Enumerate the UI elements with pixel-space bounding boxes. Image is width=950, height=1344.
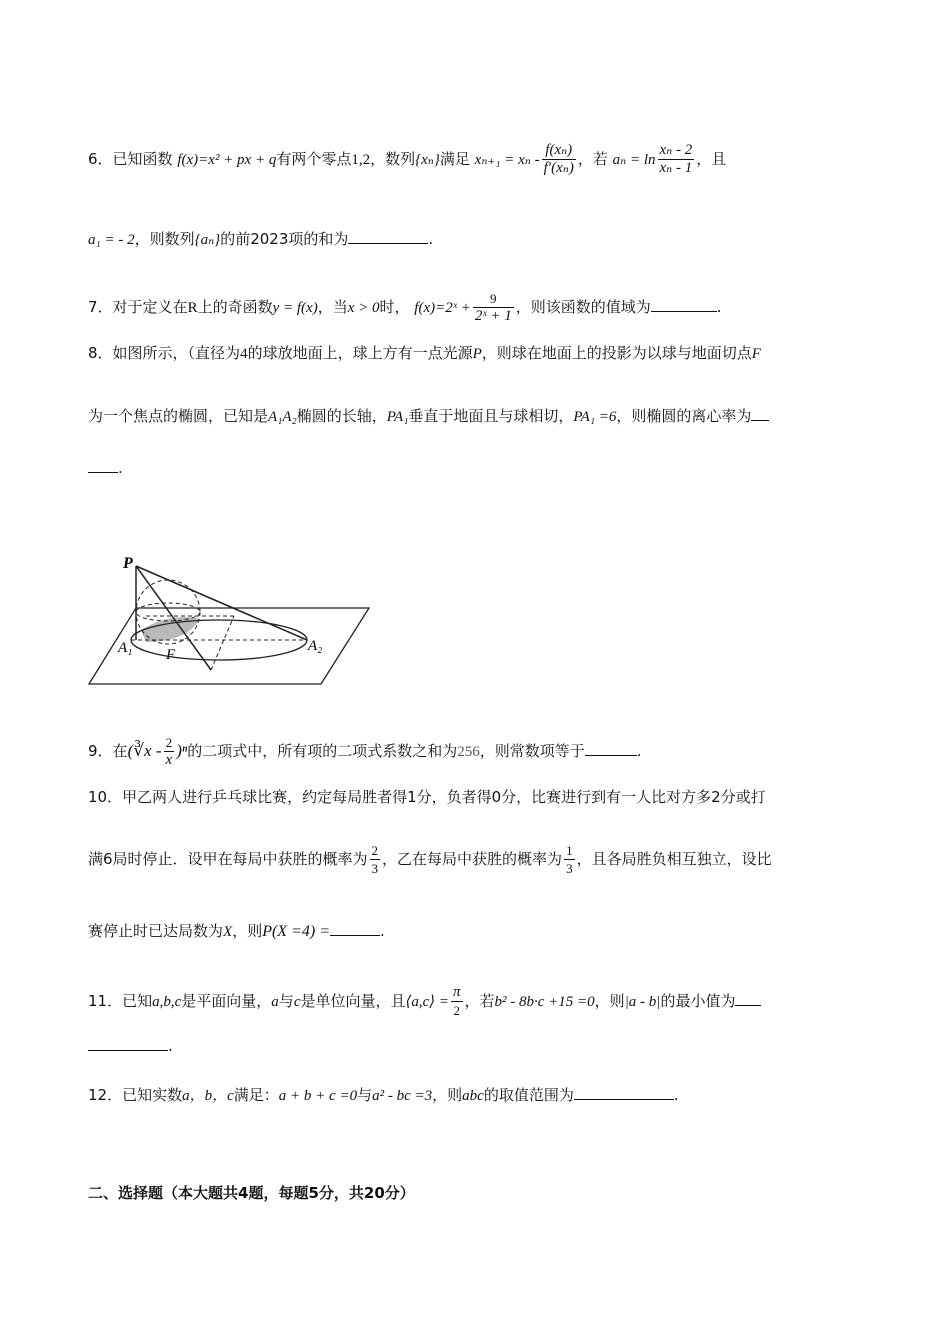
question-8-line2 [88,405,769,426]
q11-abc: a,b,c [152,994,182,1010]
q8-text: 为一个焦点的椭圆，已知是 [88,407,269,425]
question-6-line1 [88,142,726,177]
q6-rec-den: f′(xₙ) [543,160,574,176]
cone-sphere-figure [86,552,376,688]
q11-abs: |a - b| [624,994,661,1010]
q7-R: R [187,300,198,316]
q11-text: 与 [278,992,294,1010]
q10-p1-fraction [370,842,381,877]
dashed-line-1 [211,616,234,670]
q7-text: 对于定义在 [112,298,188,316]
q7-f-lhs: f(x)=2ˣ + [414,300,471,316]
label-F: F [166,647,176,663]
q8-P: P [472,346,482,362]
q10-number: 10． [88,788,123,806]
q9-text: 的二项式中，所有项的二项式系数之和为 [187,742,458,760]
q8-text: 垂直于地面且与球相切， [408,407,574,425]
q6-zeros: 1,2 [351,152,371,168]
q9-text: 在 [112,742,128,760]
q7-text: 上的奇函数 [197,298,273,316]
section-2-heading: 二、选择题（本大题共4题，每题5分，共20分） [88,1184,415,1202]
question-12 [88,1084,679,1105]
q8-PA1: PA₁ [386,409,409,425]
q11-angle-fraction [451,984,463,1019]
q12-text: 与 [357,1086,373,1104]
q6-text: 有两个零点 [276,150,352,168]
q7-f-den: 2ˣ + 1 [474,308,512,324]
q7-text: . [716,298,722,316]
q9-text: ，则常数项等于 [479,742,585,760]
q12-eq1: a + b + c =0 [278,1088,358,1104]
q10-text: 赛停止时已达局数为 [88,922,224,940]
q10-probability: P(X =4) = [262,923,330,940]
q11-number: 11． [88,992,123,1010]
q8-answer-blank-part1[interactable] [751,406,769,421]
question-10-line1 [88,786,766,807]
q7-text: ，当 [317,298,348,316]
q8-A1A2: A₁A₂ [268,409,297,425]
q8-answer-blank-part2[interactable] [88,458,118,473]
q11-equation: b² - 8b·c +15 =0 [494,994,595,1010]
question-11-line2 [88,1036,173,1055]
q10-text: ，且各局胜负相互独立，设比 [576,850,772,868]
q9-answer-blank[interactable] [585,741,637,756]
q9-expr-right: )ⁿ [176,741,188,760]
q8-text: 如图所示，（直径为 [112,344,241,362]
q7-number: 7． [88,298,113,316]
q8-number: 8． [88,344,113,362]
q6-text: . [428,230,434,248]
q10-text: ，则 [232,922,263,940]
q6-function: f(x)=x² + px + q [177,152,277,168]
q9-expr-left: (∛x - [127,741,162,760]
question-9 [88,734,642,769]
q10-p1-den: 3 [371,861,379,876]
q6-text: 的前2023项的和为 [220,230,349,248]
q11-answer-blank-part2[interactable] [88,1036,168,1051]
q11-angle-num: π [452,984,461,1000]
q6-seq-a: {aₙ} [194,232,221,248]
q6-an-den: xₙ - 1 [659,160,693,176]
q6-an-lhs: aₙ = ln [612,152,656,168]
q11-angle-den: 2 [453,1003,460,1018]
q12-text: ，则 [432,1086,463,1104]
q6-an-num: xₙ - 2 [659,142,693,158]
question-7 [88,290,722,325]
q11-answer-blank-part1[interactable] [735,991,761,1006]
label-A1: A₁ [118,640,133,656]
q11-text: 的最小值为 [660,992,736,1010]
q11-text: ，若 [464,992,495,1010]
q6-answer-blank[interactable] [348,229,428,244]
q7-f-num: 9 [473,290,514,308]
q11-c: c [293,994,301,1010]
q8-text: ，则球在地面上的投影为以球与地面切点 [481,344,752,362]
question-8-line1 [88,342,761,363]
q9-text: . [636,742,642,760]
q10-text: ，乙在每局中获胜的概率为 [382,850,563,868]
q12-eq2: a² - bc =3 [372,1088,433,1104]
q10-p2-den: 3 [566,861,573,876]
q11-a: a [271,994,279,1010]
q6-number: 6． [88,150,113,168]
q9-fraction [164,734,175,769]
q7-fraction [473,290,514,325]
q9-den: x [165,752,173,768]
q6-text: ，数列 [370,150,416,168]
q6-text: ，且 [696,150,727,168]
q10-text: . [380,922,385,940]
q7-text: 时， [379,298,410,316]
question-6-line2 [88,228,433,249]
q6-an-fraction [658,142,695,177]
q6-text: ，若 [577,150,608,168]
q6-rec-num: f(xₙ) [542,142,576,160]
q10-p2-fraction [564,842,575,877]
q9-sum: 256 [457,744,480,760]
q11-text: ，则 [594,992,625,1010]
q12-text: 已知实数 [122,1086,183,1104]
q8-F: F [751,346,761,362]
q6-recurrence-lhs: xₙ₊₁ = xₙ - [474,152,540,168]
q10-p1-num: 2 [371,843,379,858]
q11-text: 是平面向量， [181,992,272,1010]
q8-text: 的球放地面上，球上方有一点光源 [247,344,473,362]
q8-text: ，则椭圆的离心率为 [616,407,752,425]
question-8-line3 [88,458,123,477]
q6-text: 已知函数 [112,150,173,168]
q9-num: 2 [164,734,175,752]
q11-text: 已知 [122,992,153,1010]
q7-text: ，则该函数的值域为 [515,298,651,316]
q6-a1: a₁ = - 2 [88,232,135,248]
q10-text: 甲乙两人进行乒乓球比赛，约定每局胜者得1分，负者得0分，比赛进行到有一人比对方多2分或打 [122,788,766,806]
q10-text: 满6局时停止．设甲在每局中获胜的概率为 [88,850,368,868]
q8-text: 椭圆的长轴， [296,407,387,425]
q12-abc: abc [462,1088,484,1104]
q12-answer-blank[interactable] [574,1085,674,1100]
q7-condition: x > 0 [347,300,380,316]
q8-text: . [118,459,123,477]
q10-answer-blank[interactable] [330,921,380,936]
question-10-line2 [88,842,772,877]
q6-text: ，则数列 [134,230,195,248]
q11-angle-lhs: ⟨a,c⟩ = [405,994,449,1010]
q12-vars: a，b，c [182,1088,234,1104]
q8-PA1-eq: PA₁ =6 [573,409,617,425]
q11-text: 是单位向量，且 [300,992,406,1010]
q12-number: 12． [88,1086,123,1104]
q7-answer-blank[interactable] [651,297,717,312]
q7-y: y = f(x) [272,300,318,316]
q10-p2-num: 1 [566,843,573,858]
q11-text: . [168,1037,173,1055]
q9-number: 9． [88,742,113,760]
q12-text: . [673,1086,679,1104]
q12-text: 满足： [233,1086,279,1104]
q12-text: 的取值范围为 [483,1086,574,1104]
question-10-line3 [88,920,385,941]
q10-X: X [223,924,233,940]
label-A2: A₂ [308,638,323,654]
q8-diameter: 4 [240,346,248,362]
q6-recurrence-fraction [542,142,576,177]
label-P: P [123,555,133,572]
q6-seq-x: {xₙ} [415,152,440,168]
q6-text: 满足 [439,150,470,168]
question-11-line1 [88,984,761,1019]
